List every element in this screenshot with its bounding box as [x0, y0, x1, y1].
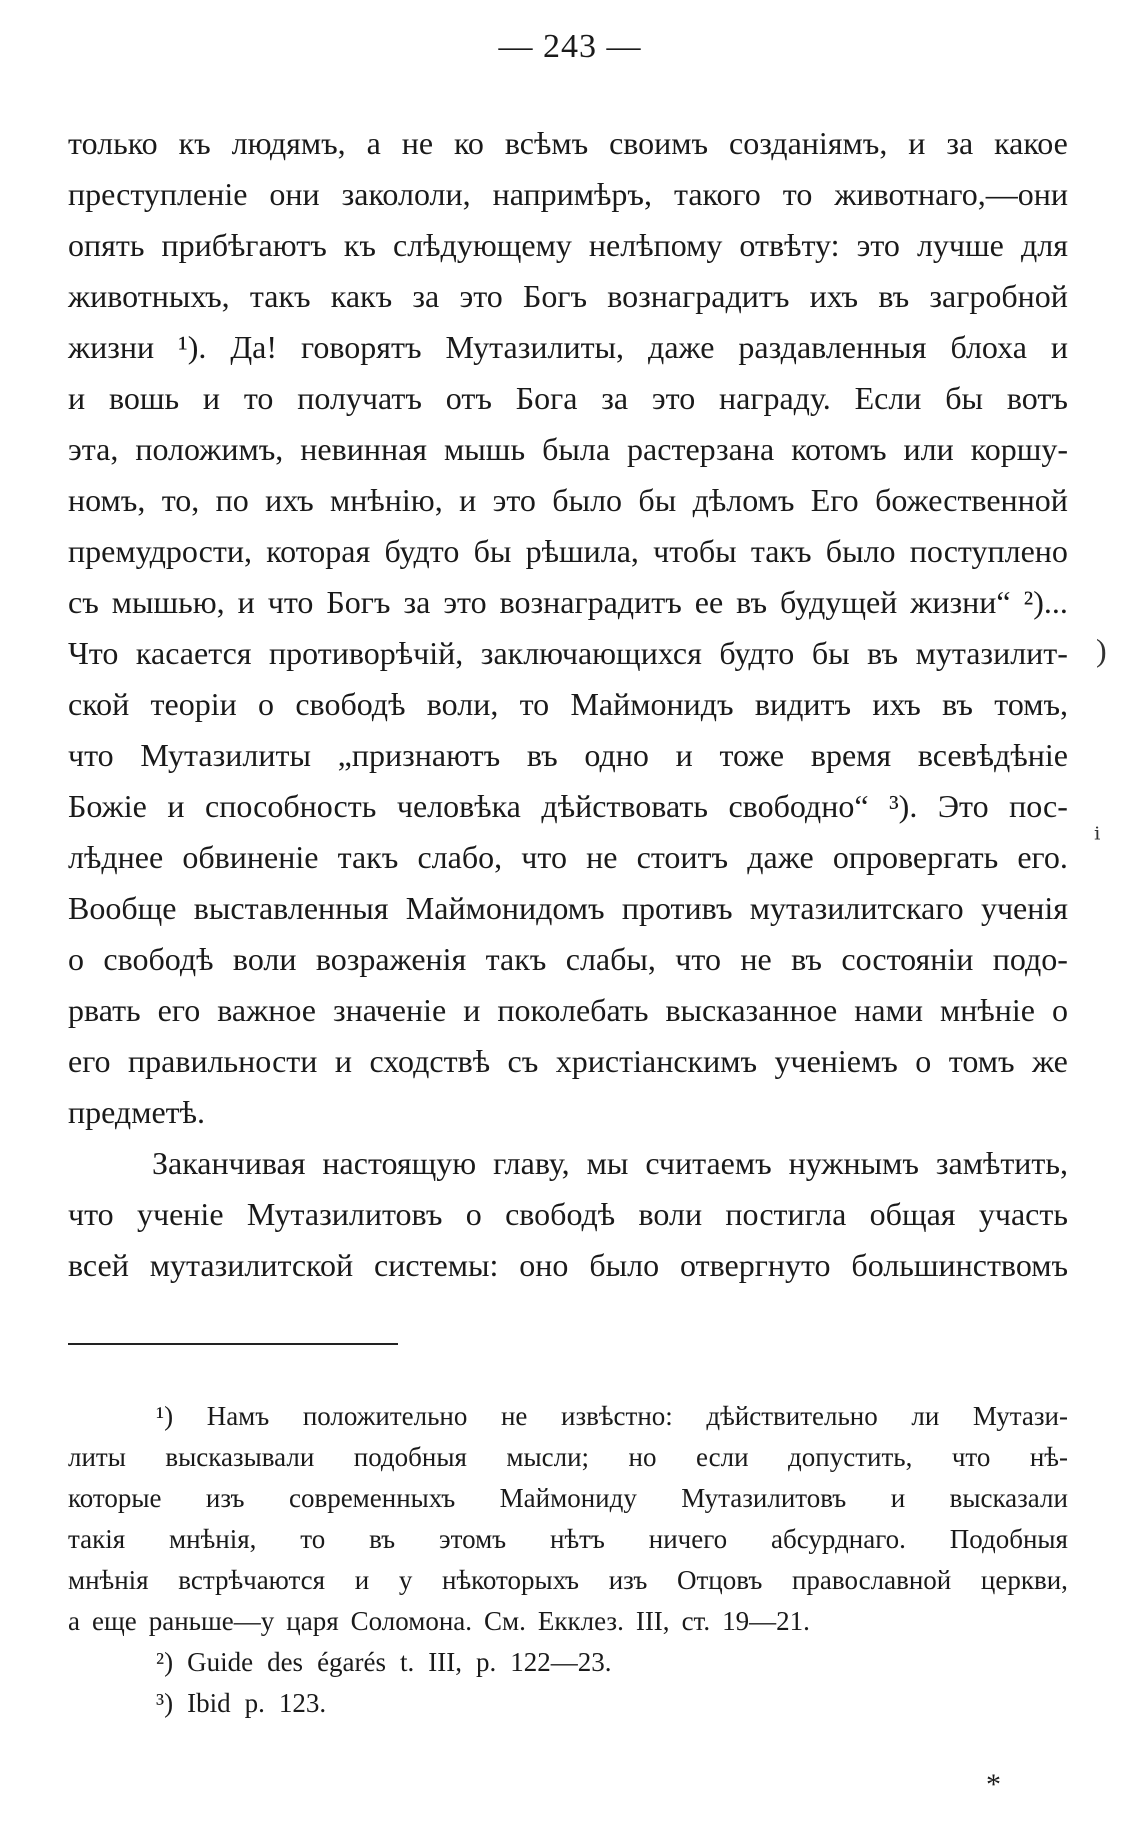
- text-line: и вошь и то получатъ отъ Бога за это награду. Если бы вотъ: [68, 380, 1068, 416]
- footnotes: [68, 1396, 1068, 1724]
- text-line: которые изъ современныхъ Маймониду Мутазилитовъ и высказали: [68, 1483, 1068, 1513]
- text-line: мнѣнія встрѣчаются и у нѣкоторыхъ изъ Отцовъ православной церкви,: [68, 1565, 1068, 1595]
- text-line: эта, положимъ, невинная мышь была растерзана котомъ или коршу-: [68, 431, 1068, 467]
- text-line: что ученіе Мутазилитовъ о свободѣ воли постигла общая участь: [68, 1196, 1068, 1232]
- text-line: лѣднее обвиненіе такъ слабо, что не стоитъ даже опровергать его.: [68, 839, 1068, 875]
- text-line: Вообще выставленныя Маймонидомъ противъ мутазилитскаго ученія: [68, 890, 1068, 926]
- text-line: жизни ¹). Да! говорятъ Мутазилиты, даже раздавленныя блоха и: [68, 329, 1068, 365]
- text-line: его правильности и сходствѣ съ христіанскимъ ученіемъ о томъ же: [68, 1043, 1068, 1079]
- text-line: номъ, то, по ихъ мнѣнію, и это было бы дѣломъ Его божественной: [68, 482, 1068, 518]
- text-line: только къ людямъ, а не ко всѣмъ своимъ созданіямъ, и за какое: [68, 125, 1068, 161]
- main-text: [68, 118, 1068, 1291]
- margin-mark: ⁱ: [1094, 821, 1101, 857]
- text-line: рвать его важное значеніе и поколебать высказанное нами мнѣніе о: [68, 992, 1068, 1028]
- text-line: Божіе и способность человѣка дѣйствовать свободно“ ³). Это пос-: [68, 788, 1068, 824]
- text-line: что Мутазилиты „признаютъ въ одно и тоже время всевѣдѣніе: [68, 737, 1068, 773]
- footnote-separator: [68, 1343, 398, 1345]
- text-line: ¹) Намъ положительно не извѣстно: дѣйствительно ли Мутази-: [156, 1401, 1068, 1431]
- text-line: опять прибѣгаютъ къ слѣдующему нелѣпому отвѣту: это лучше для: [68, 227, 1068, 263]
- text-line: литы высказывали подобныя мысли; но если допустить, что нѣ-: [68, 1442, 1068, 1472]
- text-line: Заканчивая настоящую главу, мы считаемъ нужнымъ замѣтить,: [152, 1145, 1068, 1181]
- text-line: ской теоріи о свободѣ воли, то Маймонидъ видитъ ихъ въ томъ,: [68, 686, 1068, 722]
- text-line: съ мышью, и что Богъ за это вознаградитъ ее въ будущей жизни“ ²)...: [68, 584, 1068, 620]
- text-line: о свободѣ воли возраженія такъ слабы, что не въ состояніи подо-: [68, 941, 1068, 977]
- text-line: ³) Ibid p. 123.: [156, 1688, 327, 1718]
- text-line: предметѣ.: [68, 1094, 205, 1130]
- text-line: преступленіе они закололи, напримѣръ, такого то животнаго,—они: [68, 176, 1068, 212]
- margin-mark: ): [1096, 632, 1107, 668]
- text-line: премудрости, которая будто бы рѣшила, чтобы такъ было поступлено: [68, 533, 1068, 569]
- text-line: животныхъ, такъ какъ за это Богъ вознаградитъ ихъ въ загробной: [68, 278, 1068, 314]
- signature-mark: *: [986, 1768, 1001, 1801]
- text-line: а еще раньше—у царя Соломона. См. Екклез. III, ст. 19—21.: [68, 1606, 810, 1636]
- page-number: — 243 —: [498, 28, 642, 65]
- text-line: ²) Guide des égarés t. III, p. 122—23.: [156, 1647, 612, 1677]
- text-line: такія мнѣнія, то въ этомъ нѣтъ ничего абсурднаго. Подобныя: [68, 1524, 1068, 1554]
- text-line: Что касается противорѣчій, заключающихся будто бы въ мутазилит-: [68, 635, 1068, 671]
- text-line: всей мутазилитской системы: оно было отвергнуто большинствомъ: [68, 1247, 1068, 1283]
